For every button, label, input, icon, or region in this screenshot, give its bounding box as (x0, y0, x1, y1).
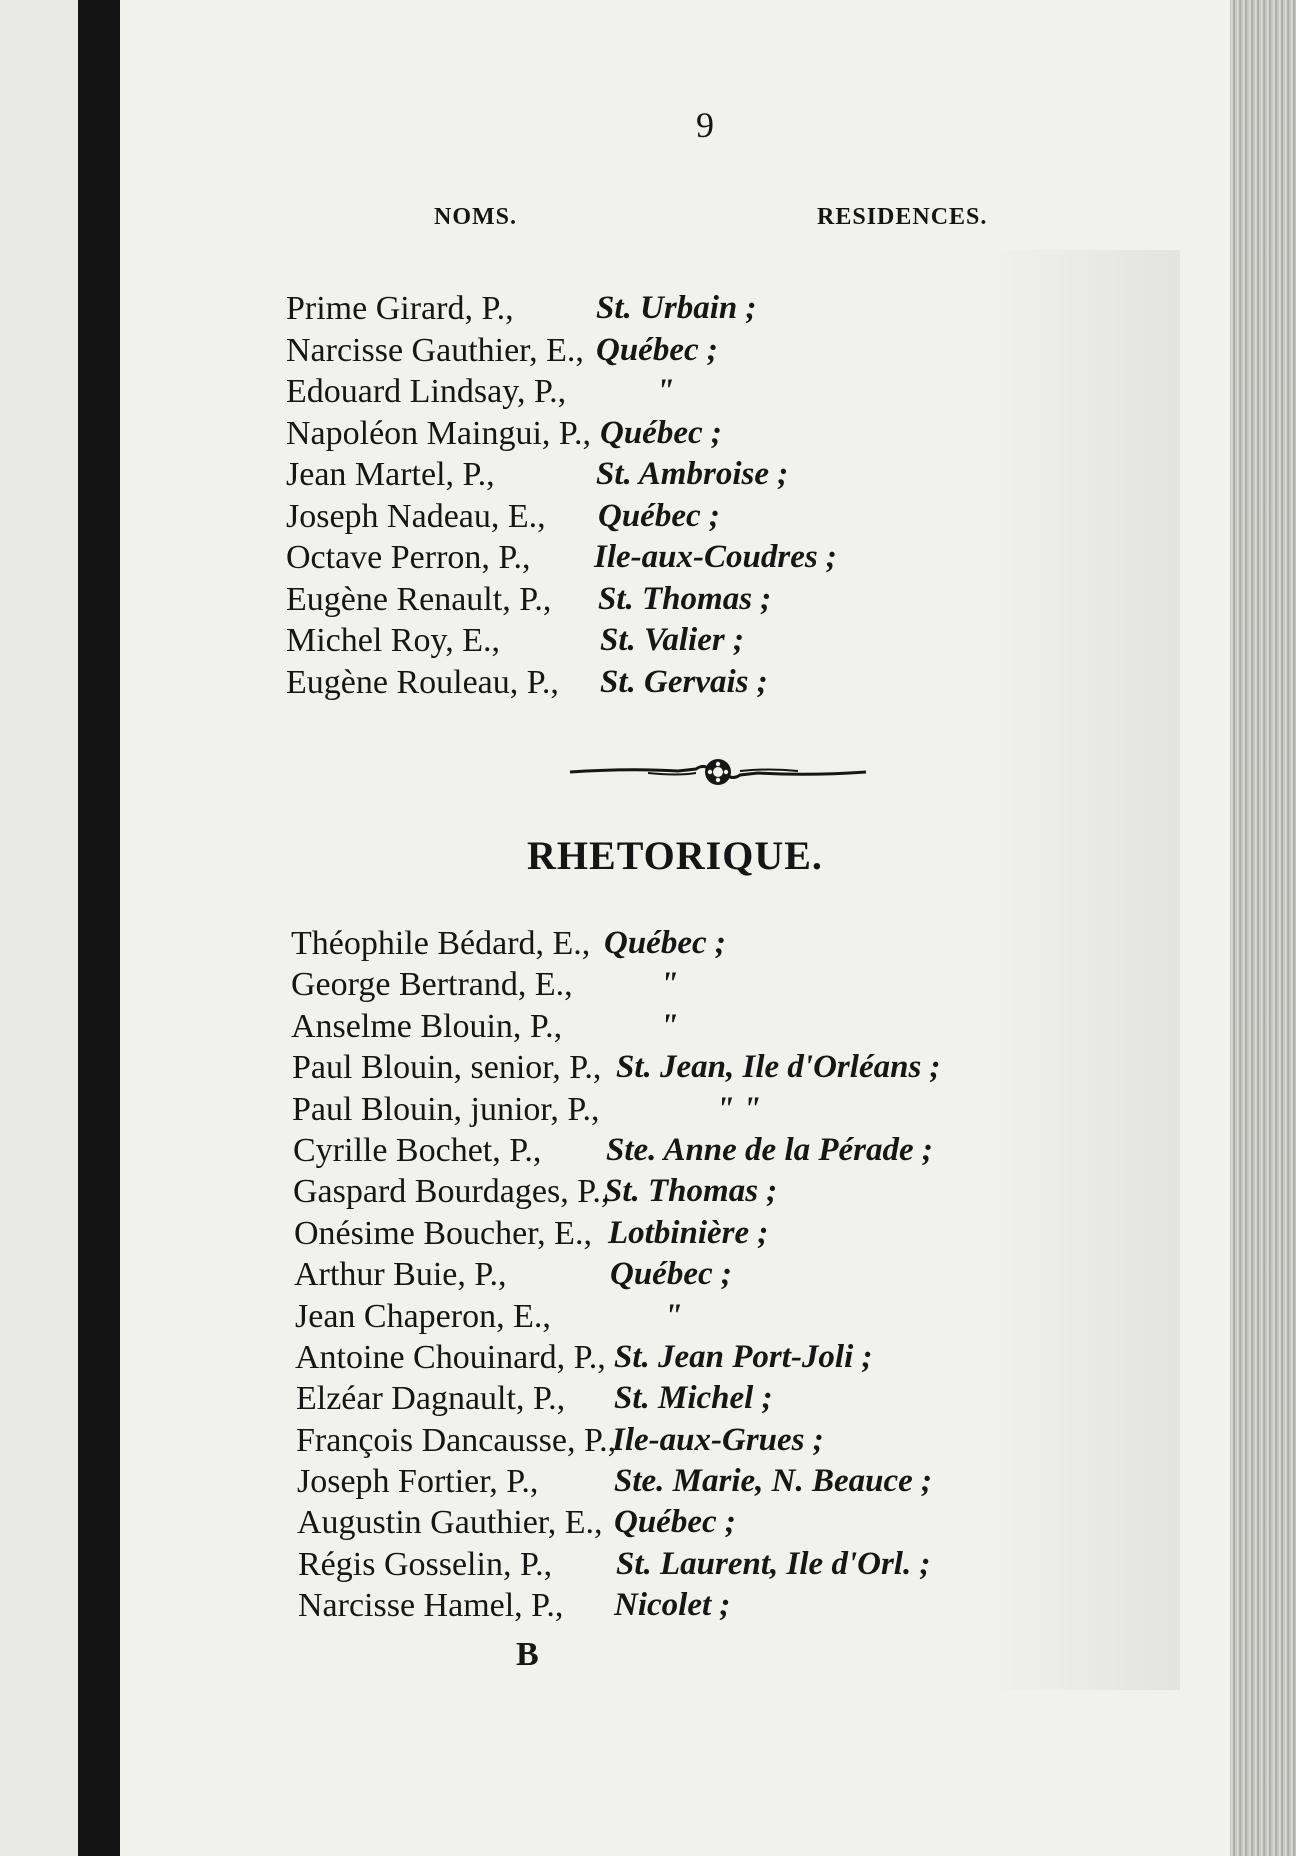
student-name: Narcisse Hamel, P., (298, 1587, 564, 1625)
list-item (120, 1504, 1230, 1545)
list-item (120, 1008, 1230, 1049)
student-name: Joseph Nadeau, E., (286, 497, 546, 535)
section-title-rhetorique: RHETORIQUE. (527, 833, 823, 878)
page-block-edge (1230, 0, 1296, 1856)
student-name: Napoléon Maingui, P., (286, 414, 592, 452)
student-name: Joseph Fortier, P., (297, 1463, 539, 1501)
book-gutter (78, 0, 120, 1856)
list-item (120, 1256, 1230, 1297)
page-number: 9 (696, 105, 714, 145)
list-item (120, 1215, 1230, 1256)
student-name: Paul Blouin, senior, P., (292, 1049, 602, 1087)
student-residence: Ile-aux-Grues ; (612, 1421, 824, 1458)
student-residence: Lotbinière ; (608, 1214, 769, 1251)
student-residence: St. Thomas ; (604, 1173, 778, 1210)
student-residence: " (656, 373, 675, 409)
student-name: Elzéar Dagnault, P., (296, 1380, 566, 1418)
student-name: Onésime Boucher, E., (294, 1214, 592, 1252)
student-residence: Québec ; (600, 414, 722, 451)
column-header-residences: RESIDENCES. (817, 204, 988, 230)
book-page (120, 0, 1230, 1856)
list-item (120, 332, 1230, 374)
student-name: Augustin Gauthier, E., (297, 1504, 603, 1542)
column-header-names: NOMS. (434, 204, 517, 230)
student-name: Arthur Buie, P., (294, 1256, 507, 1294)
student-residence: Ste. Marie, N. Beauce ; (614, 1463, 933, 1500)
list-item (120, 1298, 1230, 1339)
student-name: Narcisse Gauthier, E., (286, 331, 584, 369)
student-residence: St. Valier ; (600, 622, 744, 658)
list-item (120, 1587, 1230, 1628)
student-residence: St. Urbain ; (596, 290, 757, 326)
list-item (120, 1091, 1230, 1132)
student-residence: Québec ; (596, 331, 718, 368)
list-item (120, 1380, 1230, 1421)
student-name: Antoine Chouinard, P., (295, 1338, 606, 1376)
list-item (120, 1132, 1230, 1173)
student-name: Eugène Rouleau, P., (286, 663, 559, 701)
student-residence: Québec ; (610, 1256, 732, 1293)
list-item (120, 1173, 1230, 1214)
list-item (120, 966, 1230, 1007)
list-item (120, 581, 1230, 623)
student-residence: St. Ambroise ; (596, 456, 789, 492)
student-name: Octave Perron, P., (286, 539, 531, 576)
student-residence: Ile-aux-Coudres ; (594, 539, 837, 575)
student-residence: " (660, 1007, 679, 1044)
student-residence: St. Gervais ; (600, 663, 768, 700)
student-name: Anselme Blouin, P., (291, 1007, 563, 1045)
student-list-section1 (120, 290, 1230, 705)
list-item (120, 925, 1230, 966)
student-name: Régis Gosselin, P., (298, 1545, 553, 1583)
section-divider-ornament (568, 752, 868, 792)
list-item (120, 373, 1230, 415)
student-residence: St. Jean, Ile d'Orléans ; (616, 1049, 941, 1086)
student-name: Eugène Renault, P., (286, 580, 552, 618)
list-item (120, 415, 1230, 457)
student-name: George Bertrand, E., (291, 966, 573, 1004)
student-name: François Dancausse, P., (296, 1421, 617, 1459)
list-item (120, 290, 1230, 332)
list-item (120, 456, 1230, 498)
student-residence: St. Thomas ; (598, 580, 772, 617)
student-residence: Québec ; (598, 497, 720, 534)
student-residence: Québec ; (614, 1504, 736, 1541)
student-name: Paul Blouin, junior, P., (292, 1090, 600, 1128)
facing-page-margin (0, 0, 78, 1856)
list-item (120, 622, 1230, 664)
student-name: Jean Chaperon, E., (295, 1297, 551, 1335)
student-name: Théophile Bédard, E., (291, 925, 591, 962)
signature-mark: B (516, 1636, 539, 1673)
list-item (120, 1422, 1230, 1463)
student-residence: " (664, 1297, 683, 1334)
student-name: Jean Martel, P., (286, 456, 495, 493)
student-residence: " (660, 966, 679, 1003)
list-item (120, 1463, 1230, 1504)
student-residence: St. Laurent, Ile d'Orl. ; (616, 1545, 931, 1582)
student-name: Michel Roy, E., (286, 622, 501, 659)
student-name: Prime Girard, P., (286, 290, 514, 327)
student-list-rhetorique (120, 925, 1230, 1629)
student-residence: Nicolet ; (614, 1587, 731, 1624)
student-residence: " " (716, 1090, 761, 1127)
list-item (120, 1049, 1230, 1090)
list-item (120, 498, 1230, 540)
list-item (120, 664, 1230, 706)
student-residence: St. Jean Port-Joli ; (614, 1338, 873, 1375)
student-name: Cyrille Bochet, P., (293, 1131, 542, 1169)
student-residence: Québec ; (604, 925, 726, 961)
list-item (120, 539, 1230, 581)
student-name: Gaspard Bourdages, P., (293, 1173, 610, 1211)
student-residence: Ste. Anne de la Pérade ; (606, 1131, 933, 1168)
student-residence: St. Michel ; (614, 1380, 773, 1417)
list-item (120, 1339, 1230, 1380)
list-item (120, 1546, 1230, 1587)
student-name: Edouard Lindsay, P., (286, 373, 567, 410)
